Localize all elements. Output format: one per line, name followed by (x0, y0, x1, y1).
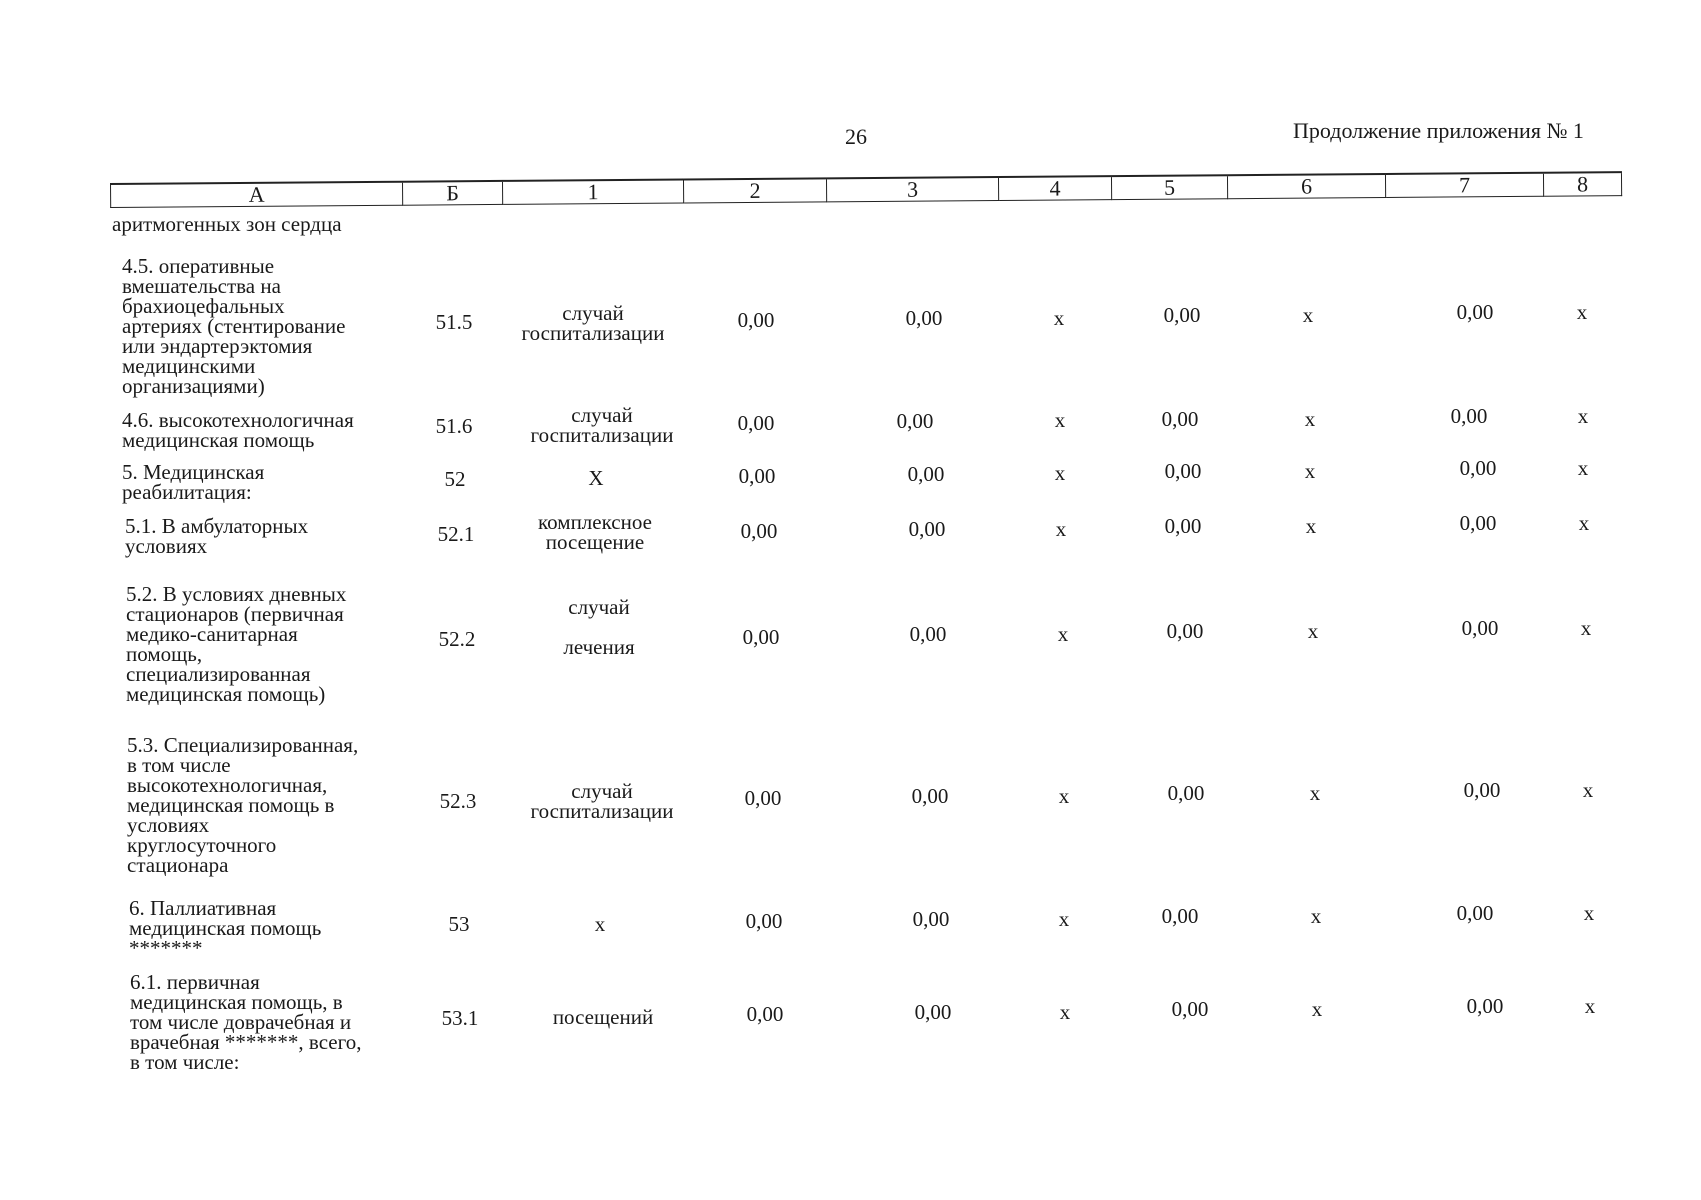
column-header-b: Б (402, 181, 502, 205)
row-value-6: х (1311, 997, 1323, 1021)
row-value-8: х (1577, 404, 1589, 428)
row-value-4: х (1054, 461, 1066, 485)
row-name: 6.1. первичная медицинская помощь, в том числе доврачебная и врачебная *******, всего, в том числе: (130, 970, 362, 1074)
row-value-7: 0,00 (1461, 616, 1499, 640)
row-value-6: х (1307, 619, 1319, 643)
row-value-4: х (1057, 622, 1069, 646)
row-value-4: х (1058, 784, 1070, 808)
column-header-5: 5 (1111, 175, 1227, 199)
row-value-5: 0,00 (1171, 997, 1209, 1021)
row-value-8: х (1582, 778, 1594, 802)
row-value-4: х (1054, 408, 1066, 432)
row-value-8: х (1584, 994, 1596, 1018)
row-value-2: 0,00 (740, 519, 778, 543)
row-value-3: 0,00 (911, 784, 949, 808)
page-number: 26 (845, 124, 867, 149)
row-value-5: 0,00 (1166, 619, 1204, 643)
row-unit: Х (588, 466, 604, 490)
row-value-2: 0,00 (745, 909, 783, 933)
row-value-7: 0,00 (1456, 901, 1494, 925)
row-value-2: 0,00 (744, 786, 782, 810)
row-value-2: 0,00 (742, 625, 780, 649)
row-unit: комплексное посещение (538, 510, 652, 554)
column-header-8: 8 (1543, 172, 1621, 196)
row-value-6: х (1302, 303, 1314, 327)
row-name: 4.6. высокотехнологичная медицинская помощь (122, 408, 354, 452)
row-unit: посещений (552, 1005, 654, 1029)
row-value-3: 0,00 (896, 409, 934, 433)
row-value-4: х (1058, 907, 1070, 931)
column-header-3: 3 (826, 177, 998, 202)
row-code: 51.6 (435, 414, 473, 438)
row-unit: случай лечения (563, 595, 635, 659)
row-name: 5.2. В условиях дневных стационаров (первичная медико-санитарная помощь, специализированная медицинская помощь) (126, 582, 347, 706)
row-code: 52.3 (439, 789, 477, 813)
row-value-6: х (1305, 514, 1317, 538)
column-header-6: 6 (1227, 174, 1385, 199)
row-value-7: 0,00 (1459, 511, 1497, 535)
row-value-7: 0,00 (1466, 994, 1504, 1018)
column-header-1: 1 (502, 179, 683, 204)
row-value-7: 0,00 (1463, 778, 1501, 802)
row-name: 5.1. В амбулаторных условиях (125, 514, 309, 558)
column-header-a: А (111, 182, 403, 208)
row-value-5: 0,00 (1161, 407, 1199, 431)
row-name: 6. Паллиативная медицинская помощь ******* (129, 896, 322, 960)
row-value-6: х (1309, 781, 1321, 805)
row-unit: случай госпитализации (530, 403, 674, 447)
row-value-8: х (1583, 901, 1595, 925)
row-name: 5.3. Специализированная, в том числе высокотехнологичная, медицинская помощь в условиях круглосуточного стационара (127, 733, 359, 877)
row-value-2: 0,00 (737, 411, 775, 435)
row-name: 5. Медицинская реабилитация: (122, 460, 265, 504)
row-code: 51.5 (435, 310, 473, 334)
row-value-7: 0,00 (1450, 404, 1488, 428)
row-value-7: 0,00 (1456, 300, 1494, 324)
row-value-5: 0,00 (1163, 303, 1201, 327)
row-code: 52 (444, 467, 466, 491)
row-value-5: 0,00 (1164, 514, 1202, 538)
row-code: 53.1 (441, 1006, 479, 1030)
row-value-8: х (1577, 456, 1589, 480)
row-value-4: х (1055, 517, 1067, 541)
row-unit: случай госпитализации (530, 779, 674, 823)
column-header-4: 4 (998, 176, 1111, 200)
column-header-2: 2 (683, 178, 826, 203)
row-unit: случай госпитализации (521, 301, 665, 345)
continuation-label: Продолжение приложения № 1 (1293, 118, 1584, 143)
row-unit: х (594, 912, 606, 936)
row-value-5: 0,00 (1167, 781, 1205, 805)
row-code: 52.1 (437, 522, 475, 546)
continued-row-fragment: аритмогенных зон сердца (112, 212, 342, 236)
row-value-6: х (1310, 904, 1322, 928)
row-name: 4.5. оперативные вмешательства на брахиоцефальных артериях (стентирование или эндартерэктомия медицинскими организациями) (122, 254, 346, 398)
row-value-3: 0,00 (905, 306, 943, 330)
row-value-4: х (1053, 306, 1065, 330)
row-code: 52.2 (438, 627, 476, 651)
row-value-5: 0,00 (1161, 904, 1199, 928)
row-value-3: 0,00 (909, 622, 947, 646)
row-value-5: 0,00 (1164, 459, 1202, 483)
row-value-4: х (1059, 1000, 1071, 1024)
row-value-6: х (1304, 459, 1316, 483)
row-value-7: 0,00 (1459, 456, 1497, 480)
row-value-3: 0,00 (914, 1000, 952, 1024)
row-value-8: х (1576, 300, 1588, 324)
row-value-8: х (1578, 511, 1590, 535)
row-value-2: 0,00 (737, 308, 775, 332)
row-value-8: х (1580, 616, 1592, 640)
row-value-2: 0,00 (746, 1002, 784, 1026)
row-value-3: 0,00 (907, 462, 945, 486)
row-code: 53 (448, 912, 470, 936)
row-value-3: 0,00 (912, 907, 950, 931)
row-value-2: 0,00 (738, 464, 776, 488)
row-value-6: х (1304, 407, 1316, 431)
column-header-7: 7 (1385, 173, 1543, 198)
row-value-3: 0,00 (908, 517, 946, 541)
